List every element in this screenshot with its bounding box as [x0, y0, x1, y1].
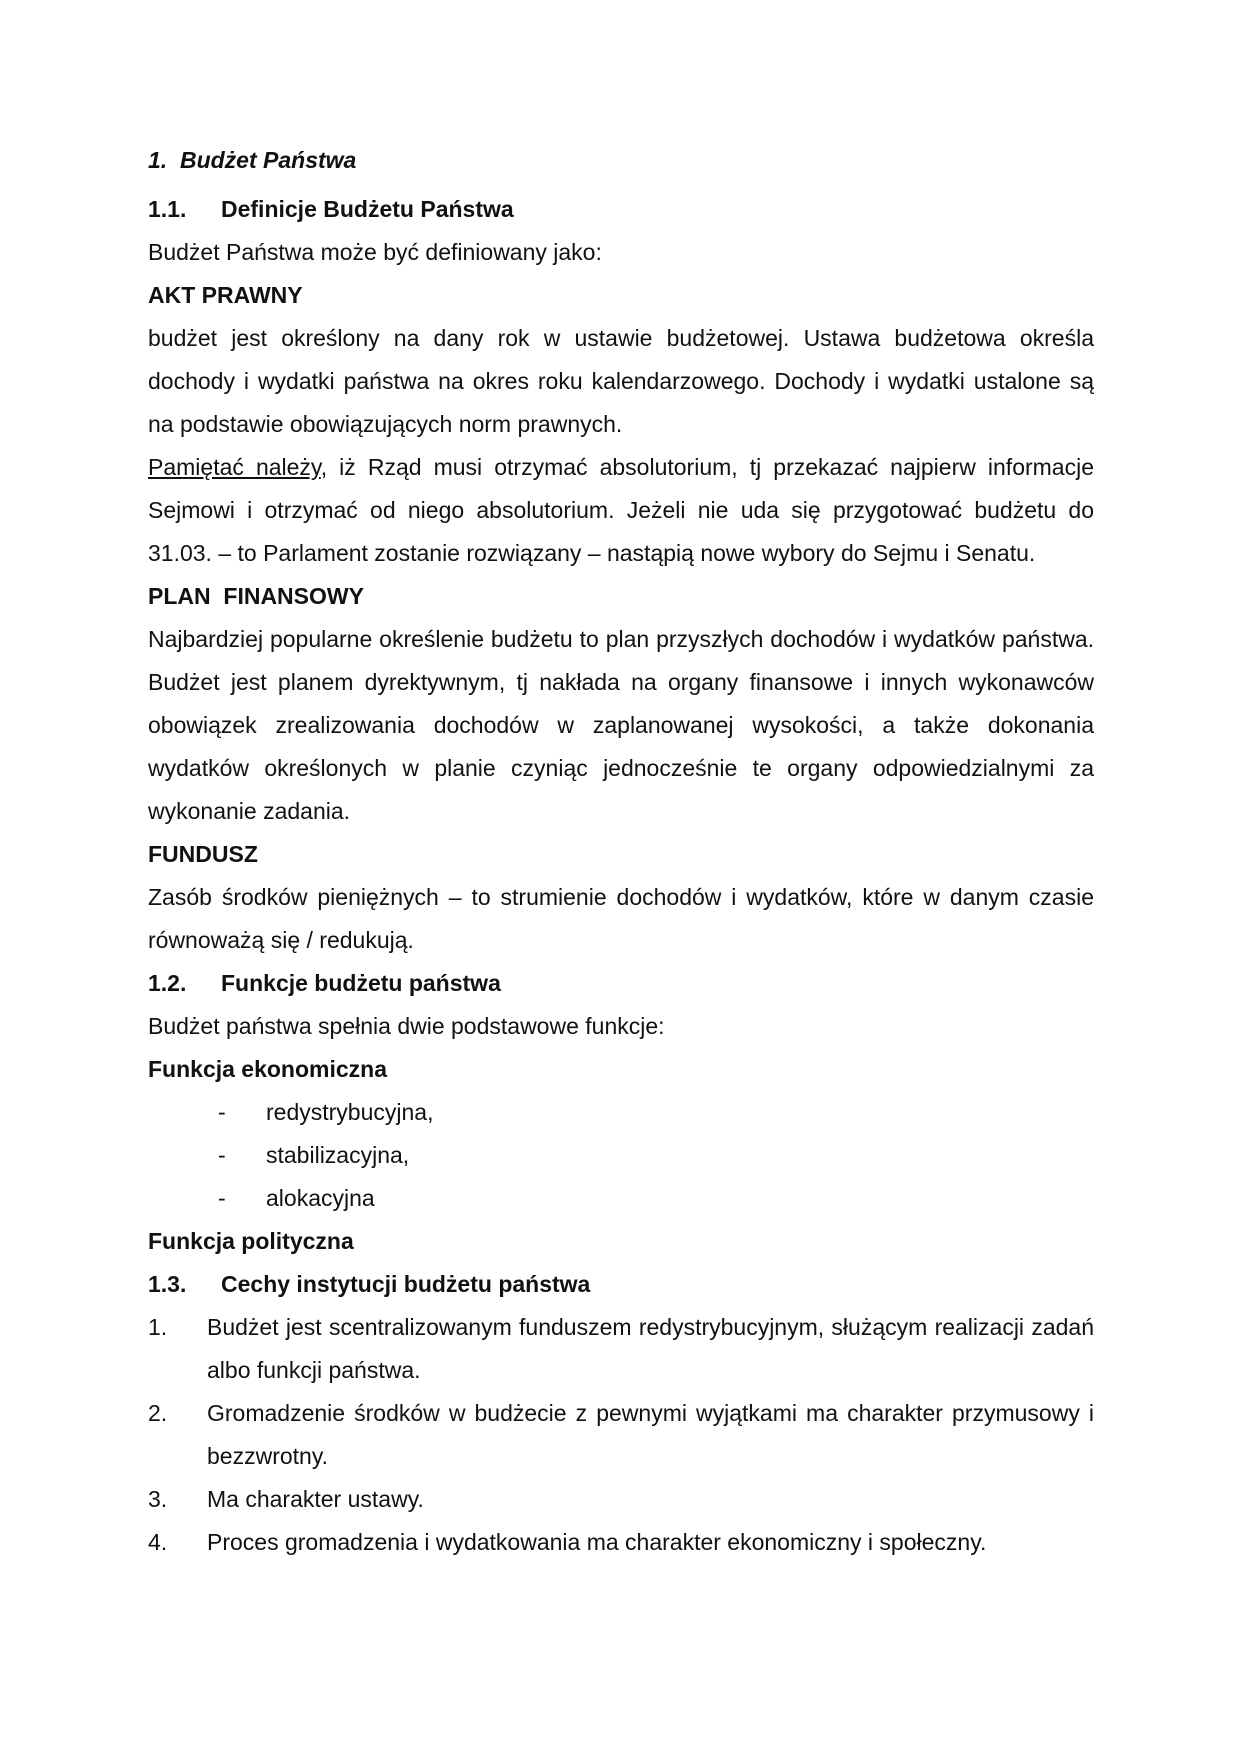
section-number: 1.2. [148, 970, 187, 996]
list-item: - alokacyjna [218, 1185, 375, 1211]
section-heading-1-1 [148, 188, 1094, 231]
list-item: 1. Budżet jest scentralizowanym funduszem redystrybucyjnym, służącym realizacji zadań albo funkcji państwa. [148, 1314, 1094, 1383]
list-item: - stabilizacyjna, [218, 1142, 410, 1168]
akt-prawny-note [148, 446, 1094, 575]
section-title: Definicje Budżetu Państwa [221, 196, 514, 222]
akt-prawny-text: budżet jest określony na dany rok w ustawie budżetowej. Ustawa budżetowa określa dochody i wydatki państwa na okres roku kalendarzowego. Dochody i wydatki ustalone są na podstawie obowiązujących norm prawnych. [148, 325, 1094, 437]
section-title: Cechy instytucji budżetu państwa [221, 1271, 591, 1297]
chapter-title: Budżet Państwa [179, 147, 357, 173]
section-heading-1-3 [148, 1263, 1094, 1306]
section-heading-1-2 [148, 962, 1094, 1005]
section-title: Funkcje budżetu państwa [221, 970, 501, 996]
fundusz-text: Zasób środków pieniężnych – to strumienie dochodów i wydatków, które w danym czasie równoważą się / redukują. [148, 884, 1094, 953]
plan-finansowy-label: PLAN FINANSOWY [148, 583, 364, 609]
list-item: - redystrybucyjna, [218, 1099, 434, 1125]
political-function-label: Funkcja polityczna [148, 1228, 354, 1254]
note-text: , iż Rząd musi otrzymać absolutorium, tj przekazać najpierw informacje Sejmowi i otrzymać od niego absolutorium. Jeżeli nie uda się przygotować budżetu do 31.03. – to Parlament zostanie rozwiązany – nastąpią nowe wybory do Sejmu i Senatu. [148, 454, 1094, 566]
note-underlined: Pamiętać należy [148, 454, 321, 480]
section-intro: Budżet państwa spełnia dwie podstawowe funkcje: [148, 1013, 665, 1039]
economic-function-label: Funkcja ekonomiczna [148, 1056, 388, 1082]
akt-prawny-label: AKT PRAWNY [148, 282, 303, 308]
chapter-number: 1. [148, 147, 168, 173]
plan-finansowy-text: Najbardziej popularne określenie budżetu to plan przyszłych dochodów i wydatków państwa. Budżet jest planem dyrektywnym, tj nakłada na organy finansowe i innych wykonawców obowiązek zrealizowania dochodów w zaplanowanej wysokości, a także dokonania wydatków określonych w planie czyniąc jednocześnie te organy odpowiedzialnymi za wykonanie zadania. [148, 626, 1094, 824]
chapter-heading [148, 139, 1094, 182]
fundusz-label: FUNDUSZ [148, 841, 258, 867]
section-number: 1.3. [148, 1271, 187, 1297]
list-item: 3. Ma charakter ustawy. [148, 1486, 424, 1512]
features-list [148, 1306, 1094, 1564]
section-intro: Budżet Państwa może być definiowany jako: [148, 239, 602, 265]
economic-function-list [148, 1091, 1094, 1220]
section-number: 1.1. [148, 196, 187, 222]
list-item: 4. Proces gromadzenia i wydatkowania ma charakter ekonomiczny i społeczny. [148, 1529, 987, 1555]
list-item: 2. Gromadzenie środków w budżecie z pewnymi wyjątkami ma charakter przymusowy i bezzwrotny. [148, 1400, 1094, 1469]
